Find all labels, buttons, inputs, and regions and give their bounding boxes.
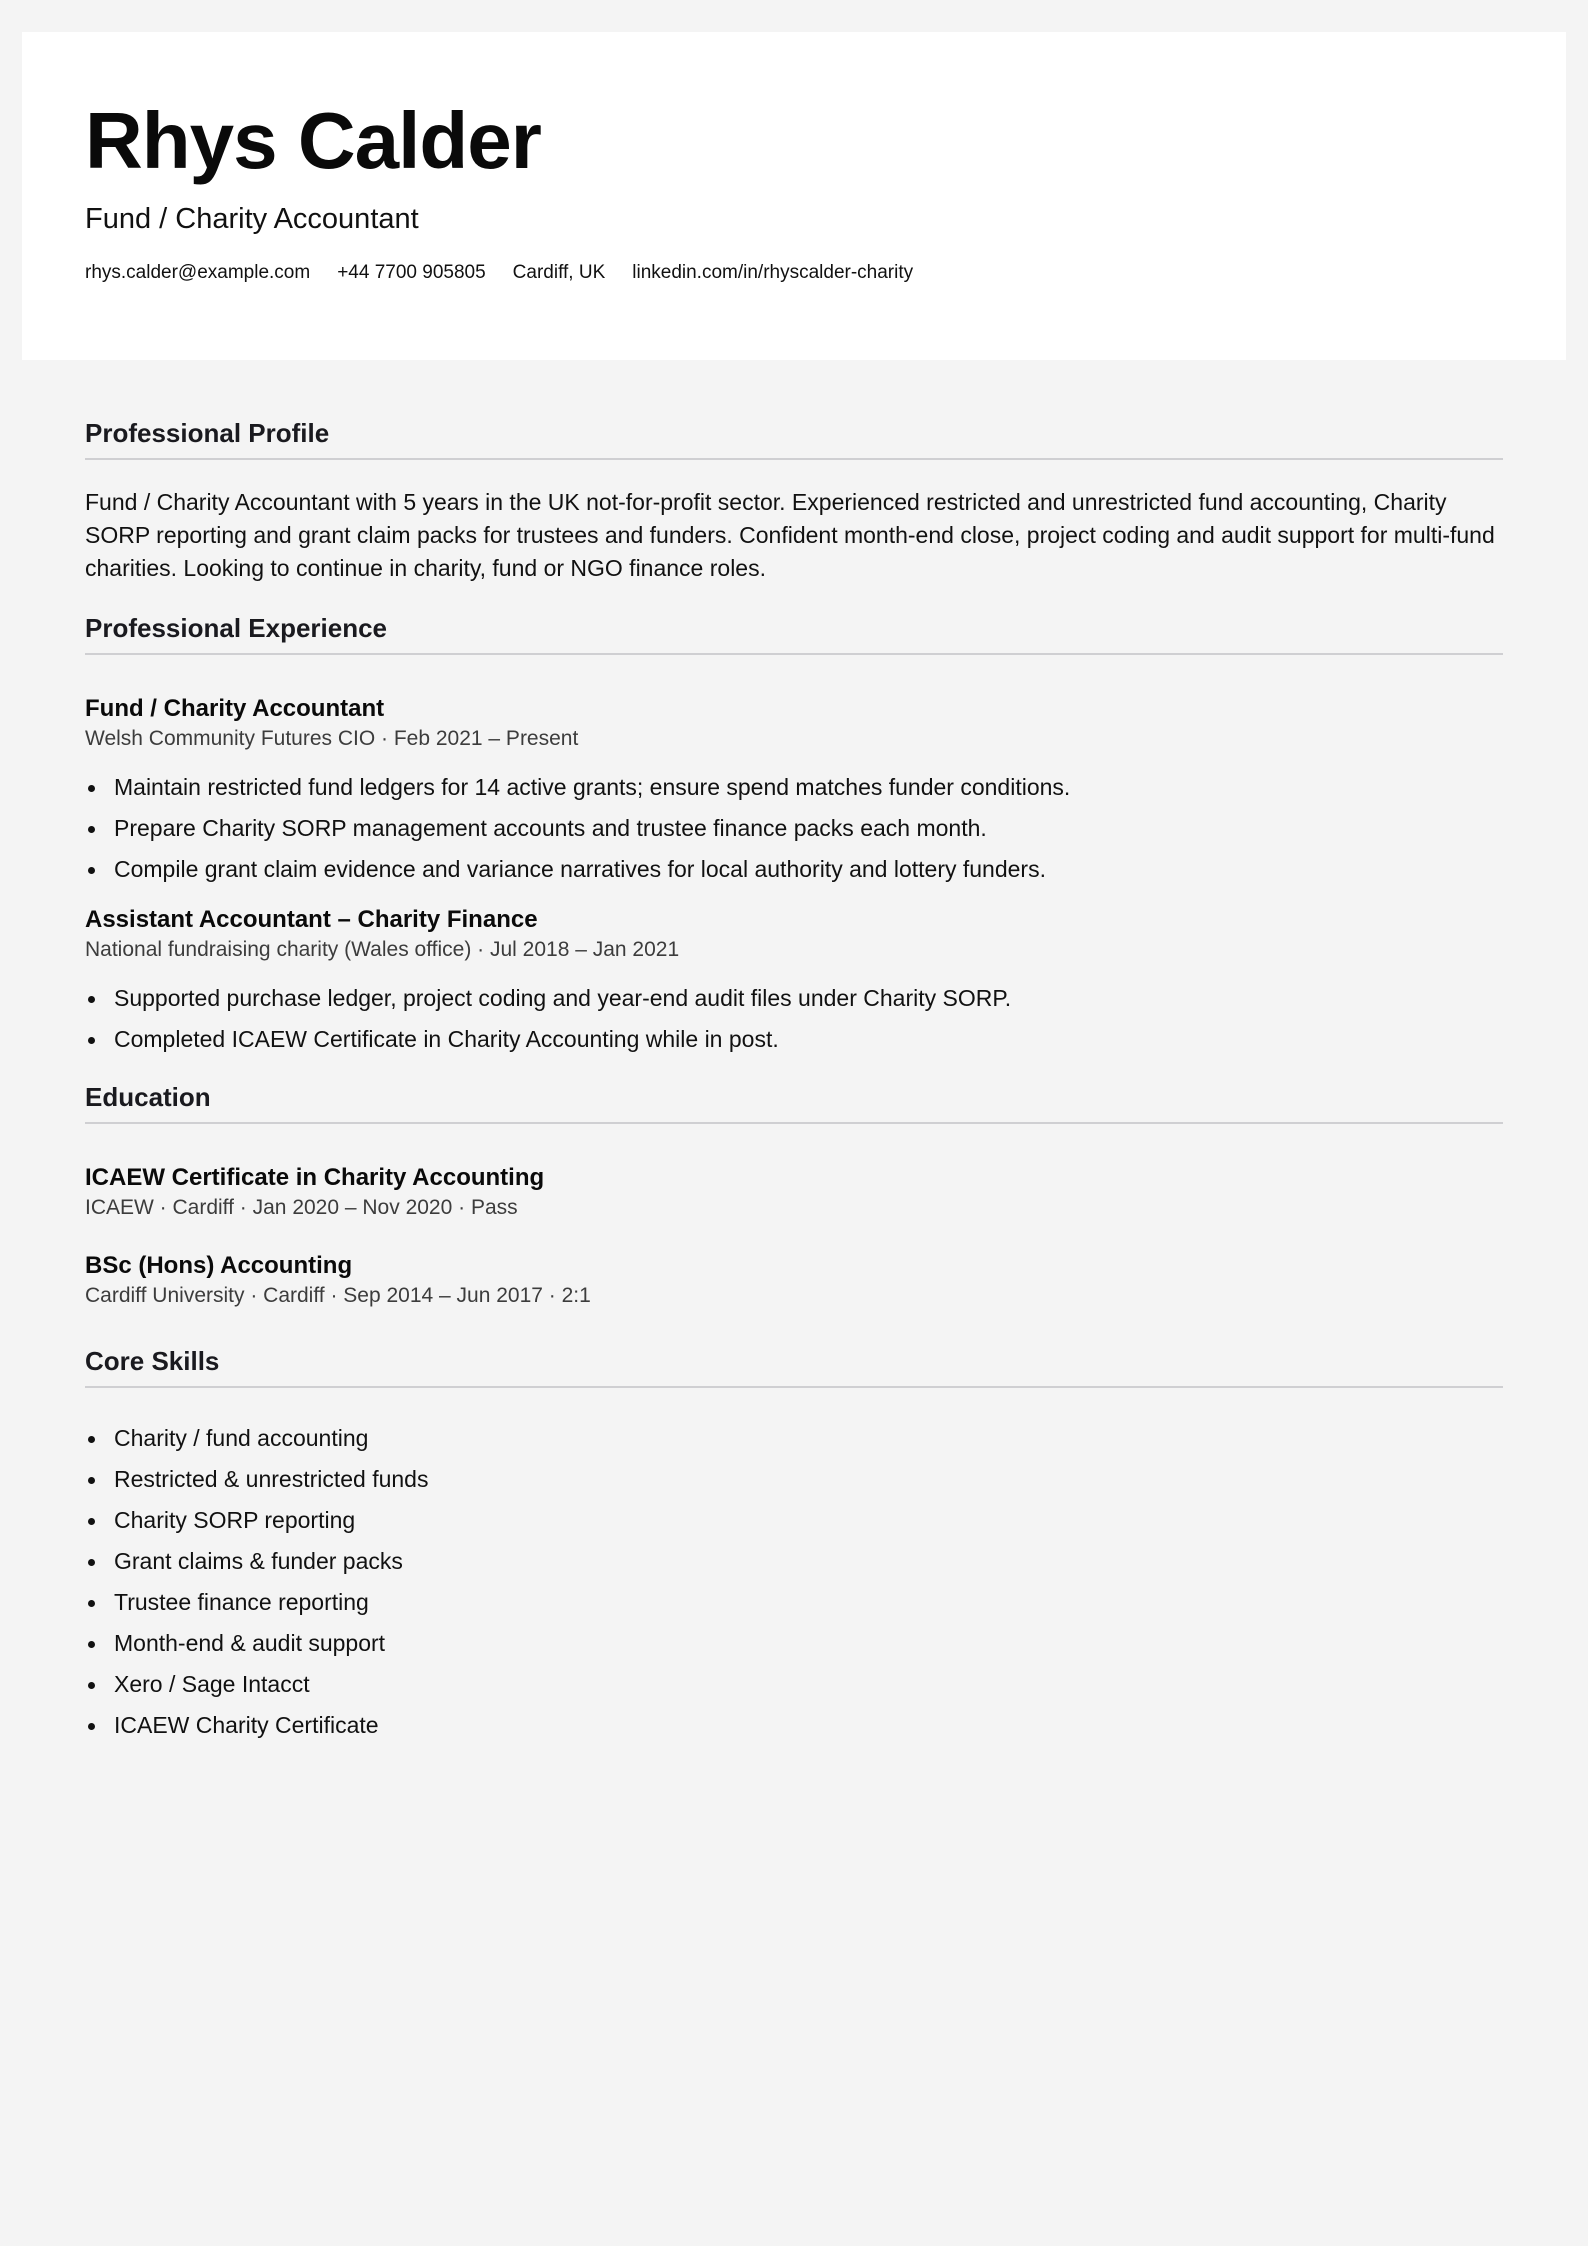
candidate-name: Rhys Calder [85,96,541,185]
skill-item: Xero / Sage Intacct [85,1664,1503,1705]
profile-summary: Fund / Charity Accountant with 5 years in the UK not-for-profit sector. Experienced restricted and unrestricted fund accounting, Charity SORP reporting and grant claim packs for trustees and funders. Confident month-end close, project coding and audit support for multi-fund charities. Looking to continue in charity, fund or NGO finance roles. [85,489,1495,581]
skills-section [85,1338,1503,1746]
contact-row [85,261,1566,285]
education-name: ICAEW Certificate in Charity Accounting [85,1164,545,1191]
job-bullets [85,978,1503,1060]
section-divider [85,1122,1503,1124]
section-divider [85,458,1503,460]
section-divider [85,1386,1503,1388]
experience-section [85,605,1503,1060]
section-title-education: Education [85,1082,211,1112]
section-title-experience: Professional Experience [85,613,388,643]
skill-item: Charity / fund accounting [85,1418,1503,1459]
section-title-profile: Professional Profile [85,418,330,448]
job-entry [85,693,1503,890]
job-bullet: Completed ICAEW Certificate in Charity Accounting while in post. [85,1019,1503,1060]
job-title: Fund / Charity Accountant [85,695,385,722]
skill-item: Grant claims & funder packs [85,1541,1503,1582]
skill-item: Restricted & unrestricted funds [85,1459,1503,1500]
skill-item: Trustee finance reporting [85,1582,1503,1623]
section-divider [85,653,1503,655]
education-name: BSc (Hons) Accounting [85,1252,353,1279]
resume-header [22,32,1566,360]
skills-list [85,1418,1503,1746]
candidate-headline: Fund / Charity Accountant [85,203,419,235]
skill-item: Charity SORP reporting [85,1500,1503,1541]
contact-phone: +44 7700 905805 [337,262,486,283]
job-meta: Welsh Community Futures CIO · Feb 2021 – Present [85,727,579,750]
job-title: Assistant Accountant – Charity Finance [85,906,538,933]
contact-linkedin: linkedin.com/in/rhyscalder-charity [632,262,914,283]
education-entry [85,1250,1503,1310]
resume-body [85,410,1503,1746]
skill-item: Month-end & audit support [85,1623,1503,1664]
job-bullets [85,767,1503,890]
job-bullet: Prepare Charity SORP management accounts and trustee finance packs each month. [85,808,1503,849]
contact-email: rhys.calder@example.com [85,262,311,283]
job-bullet: Maintain restricted fund ledgers for 14 active grants; ensure spend matches funder conditions. [85,767,1503,808]
education-meta: Cardiff University · Cardiff · Sep 2014 – Jun 2017 · 2:1 [85,1284,591,1307]
job-entry [85,904,1503,1060]
education-section [85,1074,1503,1310]
education-meta: ICAEW · Cardiff · Jan 2020 – Nov 2020 · Pass [85,1196,518,1219]
job-bullet: Compile grant claim evidence and variance narratives for local authority and lottery funders. [85,849,1503,890]
job-meta: National fundraising charity (Wales office) · Jul 2018 – Jan 2021 [85,938,680,961]
education-entry [85,1162,1503,1222]
section-title-skills: Core Skills [85,1346,220,1376]
profile-section [85,410,1503,585]
job-bullet: Supported purchase ledger, project coding and year-end audit files under Charity SORP. [85,978,1503,1019]
contact-location: Cardiff, UK [512,262,606,283]
skill-item: ICAEW Charity Certificate [85,1705,1503,1746]
